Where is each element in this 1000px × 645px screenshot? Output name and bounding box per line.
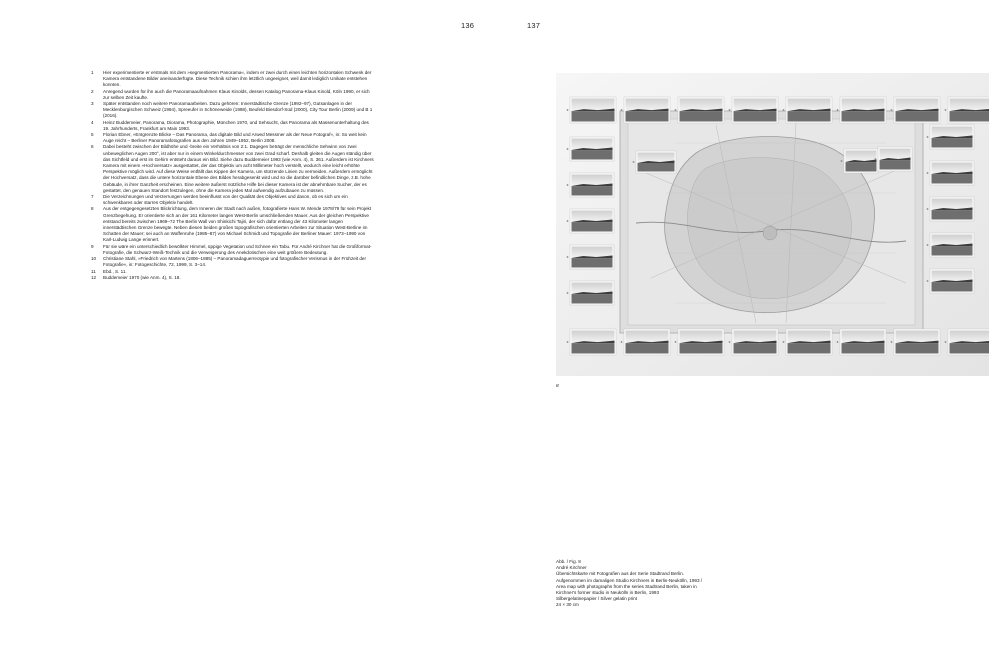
figure-photograph	[556, 73, 989, 376]
footnote-text: Für sie wäre ein unterschiedlich bewölkter Himmel, üppige Vegetation und Schnee ein Tabu. Für André Kirchner hat die Großformat-Fotografie, die Schwarz-Weiß-Technik und die Verweigerung des Anekdotischen eine weit größere Bedeutung.	[103, 243, 372, 255]
footnote-number: 11	[91, 268, 96, 274]
footnote-number: 5	[91, 132, 94, 138]
figure-caption	[556, 559, 766, 609]
footnotes	[91, 70, 376, 281]
landscape-photo	[927, 197, 974, 221]
caption-line: Aufgenommen im damaligen Studio Kirchners in Berlin-Neukölln, 1993 /	[556, 577, 703, 583]
footnote	[91, 206, 376, 243]
footnote-text: Später entstanden noch weitere Panoramaarbeiten. Dazu gehören: Innerstädtische Grenze (1992–97), Gutsanlagen in der Mecklenburgischen Schweiz (1994), Spreeufer in Schöneweide (1998), Beufeld Biesdorf-Süd (2000), City Tour Berlin (2009) und B 1 (2016).	[103, 101, 373, 119]
footnote-text: Ebd., S. 11.	[103, 268, 127, 274]
landscape-photo	[891, 97, 940, 123]
footnote-number: 6	[91, 144, 94, 150]
footnote-number: 10	[91, 256, 97, 262]
landscape-photo	[567, 281, 614, 305]
landscape-photo	[567, 209, 614, 233]
footnote-number: 1	[91, 70, 94, 75]
caption-author: André Kirchner	[556, 565, 587, 571]
landscape-photo	[621, 97, 670, 123]
page-number-right: 137	[527, 21, 541, 30]
footnote	[91, 132, 376, 144]
landscape-photo	[945, 97, 989, 123]
landscape-photo	[891, 329, 940, 355]
landscape-photo	[783, 329, 832, 355]
footnote	[91, 256, 376, 268]
landscape-photo	[633, 151, 676, 173]
landscape-photo	[927, 125, 974, 149]
footnote	[91, 144, 376, 194]
landscape-photo	[675, 97, 724, 123]
caption-line: Kirchner's former studio in Neukölln in Berlin, 1993	[556, 590, 660, 596]
landscape-photo	[841, 149, 878, 173]
landscape-photo	[837, 329, 886, 355]
berlin-map	[620, 111, 923, 333]
footnote-number: 4	[91, 119, 94, 125]
landscape-photo	[945, 329, 989, 355]
landscape-photo	[567, 329, 616, 355]
footnote-text: Die Verzeichnungen und Verzerrungen werden beeinflusst von der Qualität des Objektives und davon, ob es sich um ein schwenkbares oder starres Objektiv handelt.	[103, 194, 348, 206]
caption-fig-label: Abb. / Fig. 8	[556, 559, 581, 564]
figure-number: 8	[556, 384, 559, 389]
footnote	[91, 275, 376, 281]
page-number-left: 136	[461, 21, 475, 30]
landscape-photo	[675, 329, 724, 355]
footnote-text: Aus der entgegengesetzten Blickrichtung, dem Inneren der Stadt nach außen, fotografierte Hans W. Mende 1978/79 für sein Projekt Grenzbegehung. Er orientierte sich an der 161 Kilometer langen West-Berlin umschließenden Mauer. Aus der gleichen Perspektive entstand bereits zwischen 1969–72 The Berlin Wall von Shinkichi Tajiri, der sich dafür entlang der 43 Kilometer langen innerstädtischen Grenze bewegte. Neben diesen beiden großen topografischen orientierten Arbeiten zur Situation West-Berline im Schatten der Mauer; sei auch an Waffenruhe (1985–87) von Michael Schmidt und Topografie der Berliner Mauer: 1973–1990 von Karl-Ludwig Lange erinnert.	[103, 206, 372, 243]
landscape-photo	[875, 147, 912, 171]
footnote	[91, 70, 376, 89]
footnote	[91, 244, 376, 256]
caption-line: Area map with photographs from the series Stadtrand Berlin, taken in	[556, 583, 697, 589]
landscape-photo	[783, 97, 832, 123]
footnote-number: 7	[91, 194, 94, 200]
footnote-number: 9	[91, 243, 94, 249]
caption-line: 24 × 30 cm	[556, 602, 579, 608]
caption-line: Silbergelatinepapier / Silver gelatin print	[556, 596, 637, 602]
landscape-photo	[567, 245, 614, 269]
landscape-photo	[837, 97, 886, 123]
map-with-photos-image	[556, 73, 989, 376]
landscape-photo	[567, 97, 616, 123]
footnote-text: Anregend wurden für ihn auch die Panoramaaufnahmen Klaus Kinolds, dessen Katalog Panorama-Klaus Kinold, Köln 1990, er sich zur selben Zeit kaufte.	[103, 88, 370, 100]
footnote-number: 12	[91, 274, 97, 280]
footnote-number: 3	[91, 101, 94, 107]
landscape-photo	[927, 233, 974, 257]
footnote-text: Christiane Stahl, »Friedrich von Martens (1806–1885) – Panoramadaguerreotypie und fotografischer Verismus in der Frühzeit der Fotografie«, in: Fotogeschichte, 72, 1999, S. 3–14.	[103, 256, 367, 268]
footnote-text: Hier experimentierte er erstmals mit dem »segmentierten Panorama«, indem er zwei durch einen leichten horizontalen Schwenk der Kamera entstandene Bilder aneinanderfügte. Diese Technik schien ihm letztlich ungeeignet, weil damit lediglich Unikate entstehen konnten.	[103, 70, 372, 88]
landscape-photo	[927, 269, 974, 293]
footnote-number: 2	[91, 88, 94, 94]
footnote	[91, 194, 376, 206]
landscape-photo	[567, 137, 614, 161]
landscape-photo	[567, 173, 614, 197]
footnote	[91, 120, 376, 132]
landscape-photo	[729, 97, 778, 123]
landscape-photo	[729, 329, 778, 355]
footnote-text: Dabei besteht zwischen der Bildhöhe und -breite ein Verhältnis von 2:1. Dagegen beträgt der menschliche Sehwinn von zwei unbeweglichen Augen 200°, ist aber nur in einem Winkeldurchmesser von zwei Grad scharf. Deshalb gleiten die Augen ständig über das Sichtfeld und erst im Gehirn entsteht daraus ein Bild. Siehe dazu Buddemeier 1993 (wie Anm. 4), S. 361. Außerdem ist Kirchners Kamera mit einem »Hochversatz« ausgestattet, der das Objektiv um acht Millimeter hoch verstellt, wodurch eine leicht erhöhte Perspektive möglich wird. Auf diese Weise entfällt das Kippen der Kamera, um stürzende Linien zu vermeiden. Außerdem ermöglicht der Hochversatz, dass die untere horizontale Ebene des Bildes herabgesenkt wird und so die darüber befindlichen Dinge, z.B. hohe Gebäude, in ihrer Ganzheit erscheinen. Eine weitere äußerst nützliche Hilfe bei dieser Kamera ist der abnehmbare Sucher, der es gestattet, den genauen Standort festzulegen, ohne die Kamera jedes Mal aufwendig aufzubauen zu müssen.	[103, 144, 374, 193]
landscape-photo	[927, 161, 974, 185]
caption-line: Übersichtskarte mit Fotografien aus der Serie Stadtrand Berlin.	[556, 571, 684, 577]
footnote-text: Buddemeier 1970 (wie Anm. 4), S. 18.	[103, 274, 181, 280]
footnote	[91, 101, 376, 120]
footnote	[91, 89, 376, 101]
footnote-text: Heinz Buddemeier, Panorama, Diorama, Photographie, München 1970, und Sehsucht, das Panorama als Massenunterhaltung des 19. Jahrhunderts, Frankfurt am Main 1993.	[103, 119, 369, 131]
landscape-photo	[621, 329, 670, 355]
footnote-text: Florian Ebner, »Entgrenzte Blicke – Das Panorama, das digitale Bild und Arwed Messmer als der Neue Fotograf«, in: So weit kein Auge reicht – Berliner Panoramafotografien aus den Jahren 1949–1952, Berlin 2008.	[103, 132, 367, 144]
footnote-number: 8	[91, 206, 94, 212]
